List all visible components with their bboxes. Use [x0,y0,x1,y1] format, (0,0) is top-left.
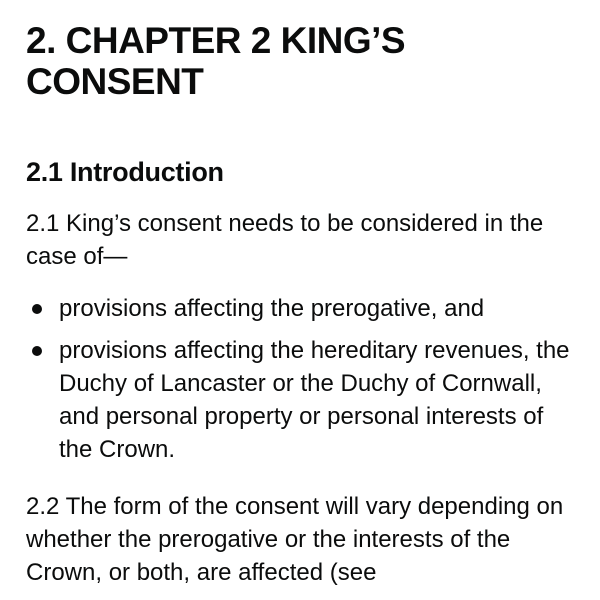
bullet-list [26,292,574,466]
list-item-text: provisions affecting the prerogative, and [59,295,485,322]
chapter-title: 2. CHAPTER 2 KING’S CONSENT [26,20,406,102]
intro-paragraph: 2.1 King’s consent needs to be considered in the case of— [26,210,544,270]
list-item-text: provisions affecting the hereditary revenues, the Duchy of Lancaster or the Duchy of Cornwall, and personal property or personal interests of the Crown. [59,337,570,463]
paragraph-2-2: 2.2 The form of the consent will vary depending on whether the prerogative or the interests of the Crown, or both, are affected (see [26,493,564,586]
bullet-icon [32,346,42,356]
list-item [26,292,574,325]
bullet-icon [32,304,42,314]
section-title: 2.1 Introduction [26,157,224,187]
list-item [26,334,574,466]
